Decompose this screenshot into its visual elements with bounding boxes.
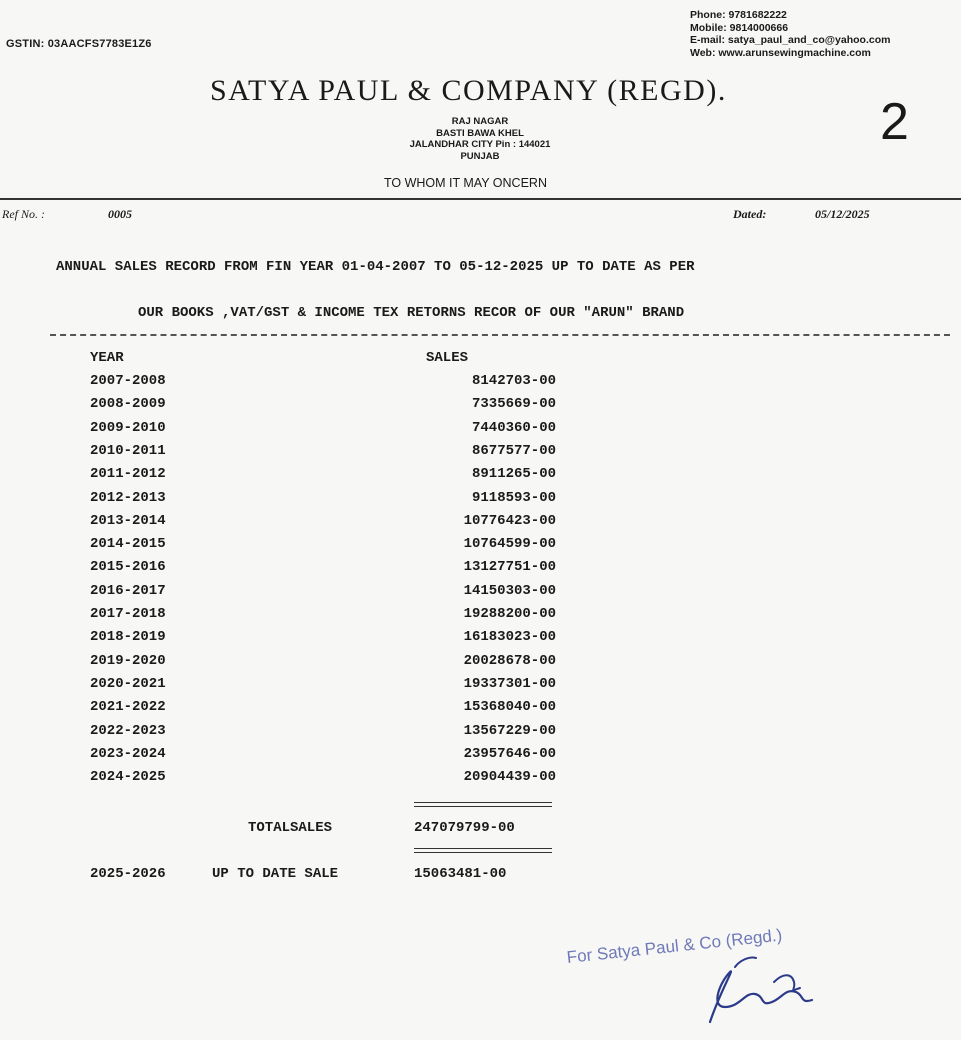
table-row bbox=[0, 653, 600, 676]
row-sales: 20904439-00 bbox=[463, 769, 556, 786]
row-sales: 16183023-00 bbox=[463, 629, 556, 646]
row-year: 2010-2011 bbox=[90, 442, 166, 459]
table-row bbox=[0, 536, 600, 559]
dashed-divider bbox=[50, 334, 950, 336]
row-sales: 15368040-00 bbox=[463, 699, 556, 716]
table-row bbox=[0, 443, 600, 466]
row-year: 2023-2024 bbox=[90, 745, 166, 762]
total-double-rule bbox=[414, 848, 552, 853]
table-row bbox=[0, 373, 600, 396]
dated-value: 05/12/2025 bbox=[815, 207, 870, 221]
email: E-mail: satya_paul_and_co@yahoo.com bbox=[690, 34, 891, 46]
row-year: 2021-2022 bbox=[90, 699, 166, 716]
row-year: 2009-2010 bbox=[90, 419, 166, 436]
row-sales: 19337301-00 bbox=[463, 675, 556, 692]
column-header-sales: SALES bbox=[426, 350, 469, 366]
row-year: 2008-2009 bbox=[90, 396, 166, 413]
row-year: 2016-2017 bbox=[90, 582, 166, 599]
row-sales: 9118593-00 bbox=[471, 489, 556, 506]
row-year: 2017-2018 bbox=[90, 606, 166, 622]
ref-number: 0005 bbox=[108, 207, 132, 221]
heading-line-2: OUR BOOKS ,VAT/GST & INCOME TEX RETORNS RECOR OF OUR "ARUN" BRAND bbox=[138, 305, 685, 321]
page-number: 2 bbox=[880, 93, 909, 151]
company-name: SATYA PAUL & COMPANY (REGD). bbox=[210, 74, 727, 107]
dated-label: Dated: bbox=[733, 207, 767, 221]
row-year: 2007-2008 bbox=[90, 373, 166, 389]
up-to-date-label: UP TO DATE SALE bbox=[212, 866, 339, 882]
row-year: 2011-2012 bbox=[90, 466, 166, 483]
up-to-date-year: 2025-2026 bbox=[90, 866, 166, 882]
gstin: GSTIN: 03AACFS7783E1Z6 bbox=[6, 38, 152, 50]
signature-mark bbox=[774, 975, 800, 990]
table-row bbox=[0, 559, 600, 582]
table-row bbox=[0, 629, 600, 652]
table-row bbox=[0, 676, 600, 699]
address-line: JALANDHAR CITY Pin : 144021 bbox=[409, 139, 551, 150]
row-sales: 8142703-00 bbox=[471, 373, 556, 389]
row-sales: 13567229-00 bbox=[463, 722, 556, 739]
phone: Phone: 9781682222 bbox=[690, 9, 787, 21]
row-year: 2024-2025 bbox=[90, 769, 166, 786]
company-stamp-signature bbox=[560, 912, 860, 1032]
table-row bbox=[0, 420, 600, 443]
row-sales: 14150303-00 bbox=[463, 582, 556, 599]
row-sales: 8677577-00 bbox=[471, 442, 556, 459]
total-sales-value: 247079799-00 bbox=[414, 820, 515, 836]
up-to-date-value: 15063481-00 bbox=[414, 866, 507, 882]
row-year: 2019-2020 bbox=[90, 652, 166, 669]
column-header-year: YEAR bbox=[90, 350, 124, 366]
table-row bbox=[0, 606, 600, 629]
mobile: Mobile: 9814000666 bbox=[690, 21, 789, 34]
row-sales: 10764599-00 bbox=[463, 536, 556, 553]
row-sales: 19288200-00 bbox=[463, 606, 556, 622]
signature-mark bbox=[710, 971, 812, 1022]
ref-label: Ref No. : bbox=[2, 207, 45, 221]
row-year: 2013-2014 bbox=[90, 512, 166, 529]
row-sales: 8911265-00 bbox=[471, 466, 556, 483]
table-row bbox=[0, 466, 600, 489]
web: Web: www.arunsewingmachine.com bbox=[690, 46, 871, 59]
table-row bbox=[0, 396, 600, 419]
row-sales: 10776423-00 bbox=[463, 512, 556, 529]
address-line: BASTI BAWA KHEL bbox=[436, 127, 524, 139]
table-row bbox=[0, 723, 600, 746]
total-double-rule bbox=[414, 802, 552, 807]
to-whom-it-may-concern: TO WHOM IT MAY ONCERN bbox=[384, 176, 547, 190]
table-row bbox=[0, 513, 600, 536]
table-row bbox=[0, 699, 600, 722]
header-divider bbox=[0, 198, 961, 200]
heading-line-1: ANNUAL SALES RECORD FROM FIN YEAR 01-04-2007 TO 05-12-2025 UP TO DATE AS PER bbox=[56, 259, 695, 275]
table-row bbox=[0, 769, 600, 792]
table-row bbox=[0, 746, 600, 769]
row-sales: 7440360-00 bbox=[471, 419, 556, 436]
table-row bbox=[0, 583, 600, 606]
stamp-text: For Satya Paul & Co (Regd.) bbox=[565, 925, 784, 967]
signature-mark bbox=[735, 957, 756, 967]
row-year: 2015-2016 bbox=[90, 559, 166, 576]
row-year: 2018-2019 bbox=[90, 629, 166, 646]
row-year: 2020-2021 bbox=[90, 675, 166, 692]
row-year: 2012-2013 bbox=[90, 489, 166, 506]
row-sales: 7335669-00 bbox=[471, 396, 556, 413]
table-row bbox=[0, 490, 600, 513]
row-year: 2014-2015 bbox=[90, 536, 166, 553]
row-sales: 20028678-00 bbox=[463, 652, 556, 669]
company-address bbox=[350, 116, 610, 162]
row-year: 2022-2023 bbox=[90, 722, 166, 739]
contact-block bbox=[690, 9, 890, 59]
address-line: RAJ NAGAR bbox=[451, 116, 509, 127]
total-sales-label: TOTALSALES bbox=[248, 820, 333, 836]
row-sales: 23957646-00 bbox=[463, 745, 556, 762]
address-line: PUNJAB bbox=[460, 150, 500, 162]
row-sales: 13127751-00 bbox=[463, 559, 556, 576]
